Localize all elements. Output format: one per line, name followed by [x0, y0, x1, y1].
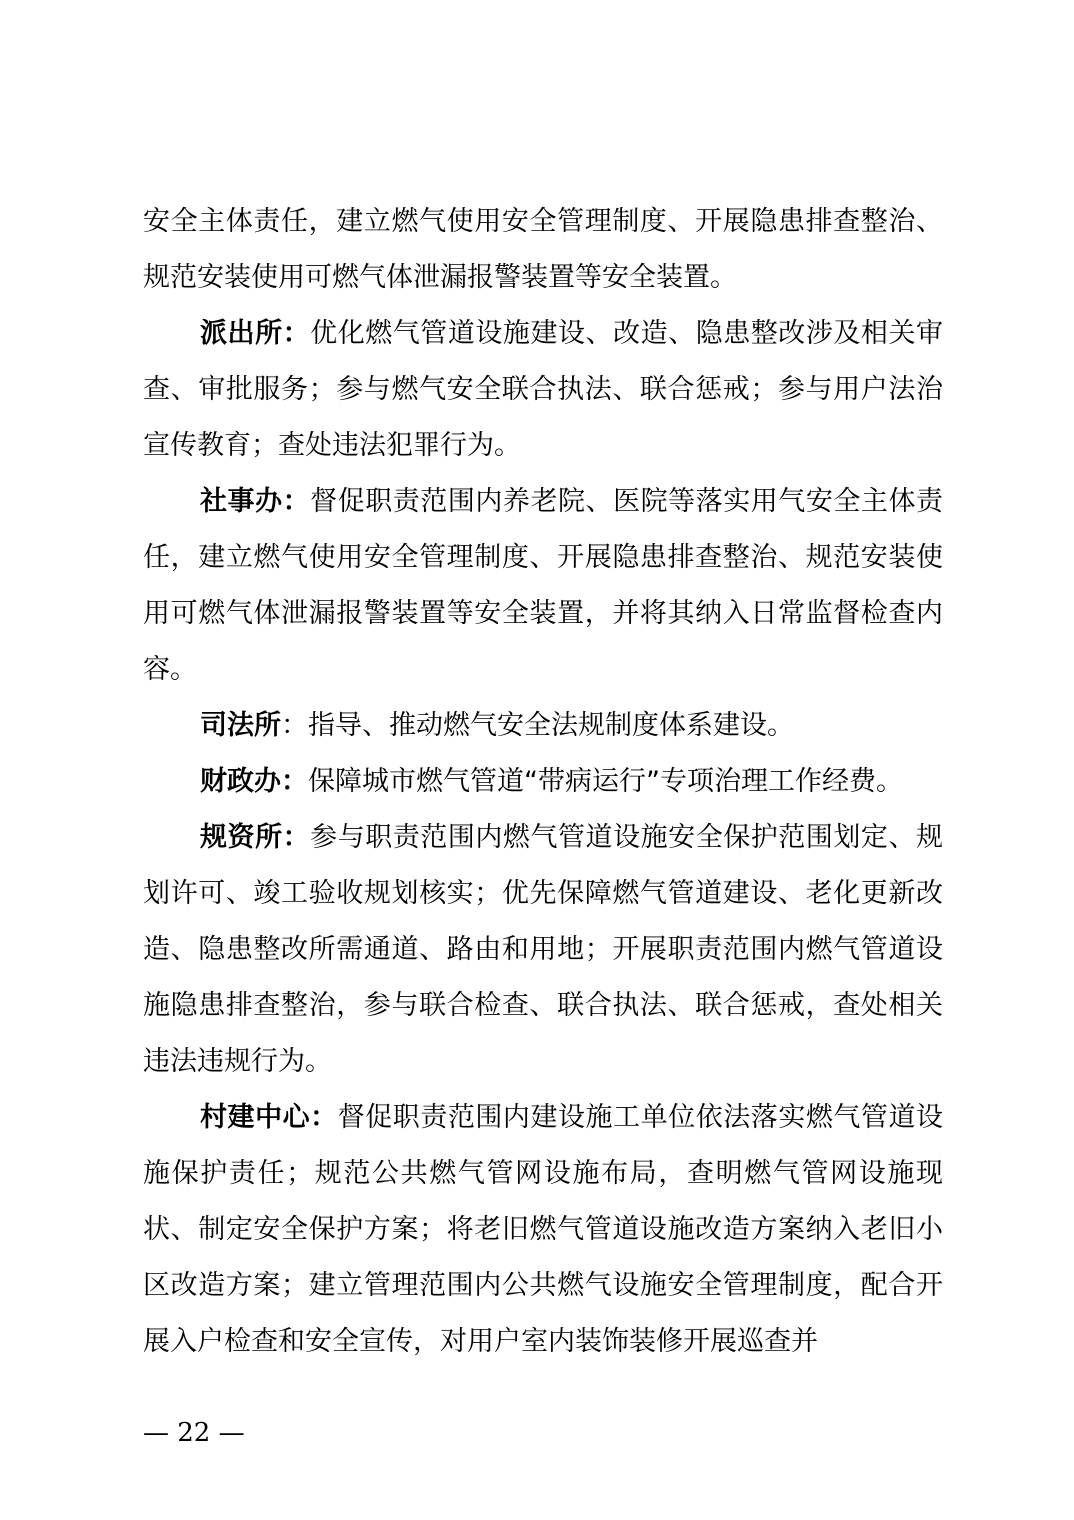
paragraph-text: 安全主体责任，建立燃气使用安全管理制度、开展隐患排查整治、规范安装使用可燃气体泄漏报警装置等安全装置。 [143, 206, 943, 293]
paragraph-text: 督促职责范围内养老院、医院等落实用气安全主体责任，建立燃气使用安全管理制度、开展隐患排查整治、规范安装使用可燃气体泄漏报警装置等安全装置，并将其纳入日常监督检查内容。 [143, 486, 944, 685]
paragraph-village-construction-center [143, 1090, 943, 1370]
paragraph-finance-office [143, 754, 943, 810]
paragraph-text: 参与职责范围内燃气管道设施安全保护范围划定、规划许可、竣工验收规划核实；优先保障燃气管道建设、老化更新改造、隐患整改所需通道、路由和用地；开展职责范围内燃气管道设施隐患排查整治，参与联合检查、联合执法、联合惩戒，查处相关违法违规行为。 [143, 822, 944, 1077]
paragraph-lead: 规资所： [200, 822, 311, 853]
paragraph-lead: 司法所 [200, 710, 281, 741]
paragraph-judicial-office [143, 698, 943, 754]
paragraph-police-station [143, 306, 943, 474]
paragraph-lead: 派出所： [200, 318, 311, 349]
paragraph-continuation [143, 194, 943, 306]
page-number: — 22 — [143, 1418, 245, 1448]
paragraph-lead: 社事办： [200, 486, 311, 517]
paragraph-text: 保障城市燃气管道“带病运行”专项治理工作经费。 [308, 766, 903, 797]
paragraph-text: 优化燃气管道设施建设、改造、隐患整改涉及相关审查、审批服务；参与燃气安全联合执法、联合惩戒；参与用户法治宣传教育；查处违法犯罪行为。 [143, 318, 944, 461]
paragraph-lead: 财政办： [200, 766, 308, 797]
paragraph-text: ：指导、推动燃气安全法规制度体系建设。 [281, 710, 794, 741]
paragraph-social-affairs-office [143, 474, 943, 698]
document-body [143, 194, 943, 1370]
paragraph-text: 督促职责范围内建设施工单位依法落实燃气管道设施保护责任；规范公共燃气管网设施布局，查明燃气管网设施现状、制定安全保护方案；将老旧燃气管道设施改造方案纳入老旧小区改造方案；建立管理范围内公共燃气设施安全管理制度，配合开展入户检查和安全宣传，对用户室内装饰装修开展巡查并 [143, 1102, 944, 1357]
paragraph-planning-office [143, 810, 943, 1090]
paragraph-lead: 村建中心： [200, 1102, 338, 1133]
